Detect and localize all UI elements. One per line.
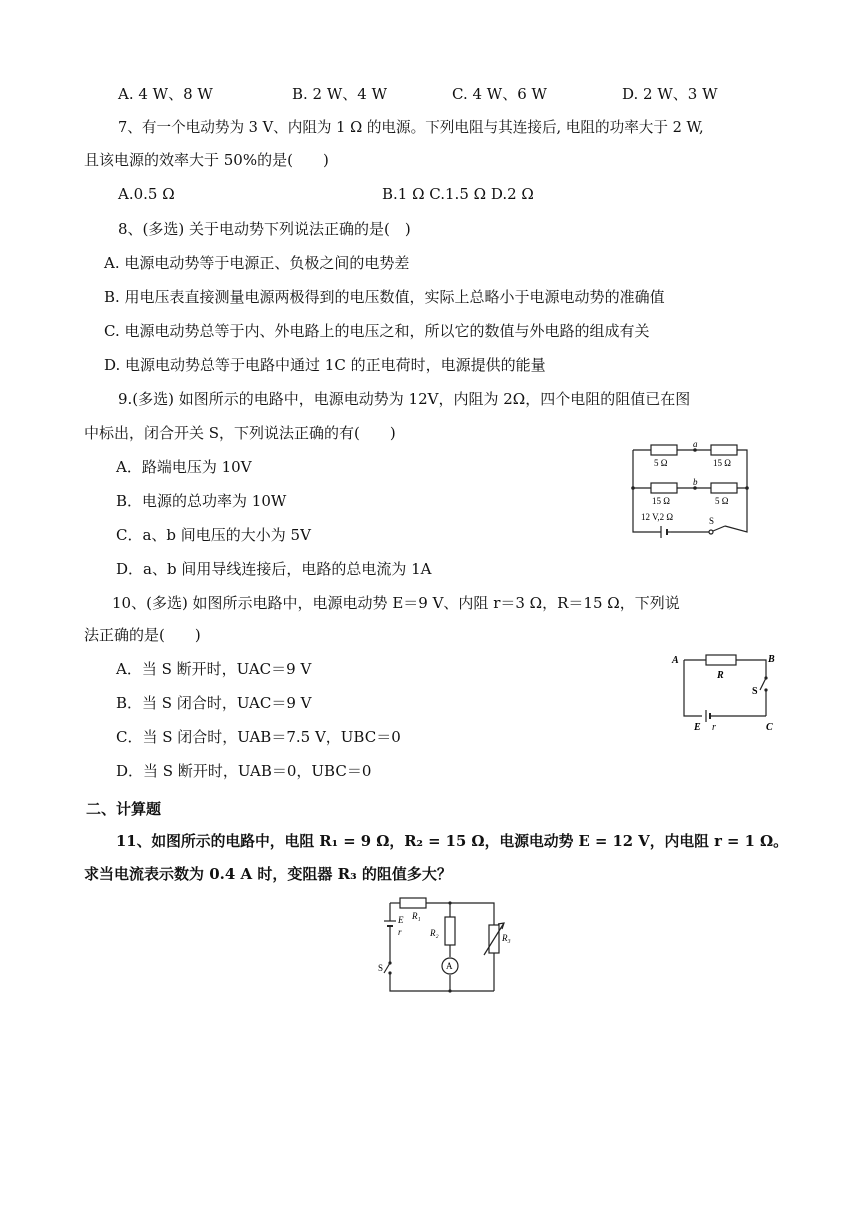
q10-label-B: B <box>768 654 775 665</box>
q11-label-R2: R₂ <box>430 928 439 938</box>
q10-label-R: R <box>717 670 724 681</box>
q10-stem-line1: 10、(多选) 如图所示电路中，电源电动势 E＝9 V、内阻 r＝3 Ω，R＝15 Ω，下列说 <box>112 594 680 612</box>
q10-option-a: A．当 S 断开时，UAC＝9 V <box>116 660 312 678</box>
q10-label-A: A <box>672 655 679 666</box>
q9-stem-line2: 中标出，闭合开关 S，下列说法正确的有( ) <box>84 424 396 442</box>
q11-label-E: E <box>398 915 404 925</box>
q10-option-d: D．当 S 断开时，UAB＝0，UBC＝0 <box>116 762 372 780</box>
q11-label-R3: R₃ <box>502 933 511 943</box>
q7-options-bcd: B.1 Ω C.1.5 Ω D.2 Ω <box>382 185 534 203</box>
q6-option-d: D. 2 W、3 W <box>622 85 718 103</box>
q10-label-r: r <box>712 722 716 733</box>
q9-label-switch: S <box>709 516 715 526</box>
q9-stem-line1: 9.(多选) 如图所示的电路中，电源电动势为 12V，内阻为 2Ω，四个电阻的阻值已在图 <box>118 390 691 408</box>
q7-stem-line1: 7、有一个电动势为 3 V、内阻为 1 Ω 的电源。下列电阻与其连接后, 电阻的功率大于 2 W, <box>118 119 704 136</box>
q11-stem-line2: 求当电流表示数为 0.4 A 时，变阻器 R₃ 的阻值多大？ <box>84 865 452 883</box>
q6-option-a: A. 4 W、8 W <box>118 85 213 103</box>
q9-label-r-bot-right: 5 Ω <box>715 496 729 506</box>
q9-option-a: A．路端电压为 10V <box>116 458 252 476</box>
q10-stem-line2: 法正确的是( ) <box>84 626 201 644</box>
section-title: 二、计算题 <box>86 800 162 818</box>
q10-label-S: S <box>752 686 758 697</box>
q9-label-source: 12 V,2 Ω <box>641 512 674 522</box>
q10-label-C: C <box>766 722 773 733</box>
q10-option-b: B．当 S 闭合时，UAC＝9 V <box>116 694 312 712</box>
q8-option-a: A. 电源电动势等于电源正、负极之间的电势差 <box>104 254 410 272</box>
q8-option-b: B. 用电压表直接测量电源两极得到的电压数值，实际上总略小于电源电动势的准确值 <box>104 288 665 306</box>
q11-ammeter-label: A <box>446 961 453 971</box>
q7-stem-line2: 且该电源的效率大于 50%的是( ) <box>84 151 329 169</box>
q9-label-node-b: b <box>693 477 698 487</box>
q9-option-d: D．a、b 间用导线连接后，电路的总电流为 1A <box>116 560 432 578</box>
q8-option-c: C. 电源电动势总等于内、外电路上的电压之和，所以它的数值与外电路的组成有关 <box>104 322 650 340</box>
q9-label-node-a: a <box>693 439 698 449</box>
q9-option-c: C．a、b 间电压的大小为 5V <box>116 526 311 544</box>
q10-label-E: E <box>694 722 701 733</box>
q11-label-S: S <box>378 963 384 973</box>
q6-option-b: B. 2 W、4 W <box>292 85 388 103</box>
q9-label-r-bot-left: 15 Ω <box>652 496 670 506</box>
q9-option-b: B．电源的总功率为 10W <box>116 492 287 510</box>
q11-stem-line1: 11、如图所示的电路中，电阻 R₁ = 9 Ω，R₂ = 15 Ω，电源电动势 E = 12 V，内电阻 r = 1 Ω。 <box>116 833 788 850</box>
q10-option-c: C．当 S 闭合时，UAB＝7.5 V，UBC＝0 <box>116 728 401 746</box>
q10-circuit-diagram <box>670 650 780 732</box>
q8-stem: 8、(多选) 关于电动势下列说法正确的是( ) <box>118 220 411 238</box>
q9-label-r-top-right: 15 Ω <box>713 458 731 468</box>
q9-circuit-diagram <box>625 440 755 540</box>
q11-label-r: r <box>398 927 402 937</box>
q7-option-a: A.0.5 Ω <box>118 185 175 203</box>
q9-label-r-top-left: 5 Ω <box>654 458 668 468</box>
q6-option-c: C. 4 W、6 W <box>452 85 547 103</box>
q11-circuit-diagram <box>376 893 511 997</box>
q8-option-d: D. 电源电动势总等于电路中通过 1C 的正电荷时，电源提供的能量 <box>104 356 546 374</box>
q11-label-R1: R₁ <box>412 911 421 921</box>
